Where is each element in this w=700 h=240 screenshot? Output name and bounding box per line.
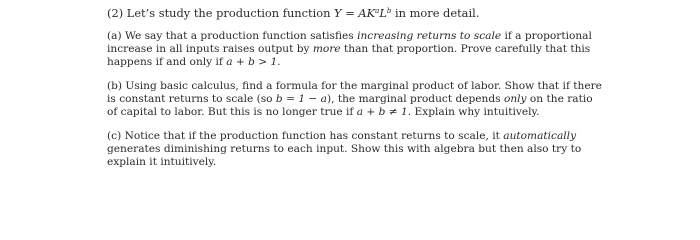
text: (a) We say that a production function satisfies — [107, 30, 358, 42]
math-AK: AK — [358, 6, 376, 20]
text: . — [277, 56, 281, 68]
part-b-line-3 — [107, 106, 700, 118]
text: happens if and only if — [107, 56, 227, 68]
emphasis: more — [312, 43, 341, 55]
part-b-line-2 — [107, 93, 700, 105]
text: explain it intuitively. — [107, 156, 217, 168]
part-a-line-1 — [107, 30, 700, 42]
part-c-line-3 — [107, 156, 700, 168]
math-equals: = — [341, 6, 359, 20]
math-output: Y — [334, 6, 342, 20]
text: increase in all inputs raises output by — [107, 43, 313, 55]
text: of capital to labor. But this is no longer true if — [107, 106, 357, 118]
text: generates diminishing returns to each input. Show this with algebra but then also try to — [107, 143, 582, 155]
part-c-line-2 — [107, 143, 700, 155]
emphasis: automatically — [503, 130, 577, 142]
math-exponent-a: a — [375, 7, 380, 15]
text: on the ratio — [526, 93, 593, 105]
part-c-line-1 — [107, 130, 700, 142]
math-exponent-b: b — [386, 7, 392, 15]
math-condition: a + b > 1 — [226, 56, 278, 68]
text: is constant returns to scale (so — [107, 93, 276, 105]
text: (c) Notice that if the production function has constant returns to scale, it — [107, 130, 504, 142]
emphasis: only — [503, 93, 527, 105]
emphasis: increasing returns to scale — [357, 30, 502, 42]
intro-text: (2) Let’s study the production function — [107, 6, 335, 20]
part-a-line-2 — [107, 43, 700, 55]
problem-intro — [107, 7, 700, 19]
text: if a proportional — [501, 30, 592, 42]
intro-tail: in more detail. — [391, 6, 480, 20]
math-condition: a + b ≠ 1 — [356, 106, 408, 118]
text: (b) Using basic calculus, find a formula for the marginal product of labor. Show that if there — [107, 80, 602, 92]
math-condition: b = 1 − a — [275, 93, 327, 105]
text: . Explain why intuitively. — [407, 106, 540, 118]
math-labor: L — [379, 6, 387, 20]
part-a-line-3 — [107, 56, 700, 68]
part-b-line-1 — [107, 80, 700, 92]
text: than that proportion. Prove carefully that this — [340, 43, 591, 55]
text: ), the marginal product depends — [326, 93, 504, 105]
